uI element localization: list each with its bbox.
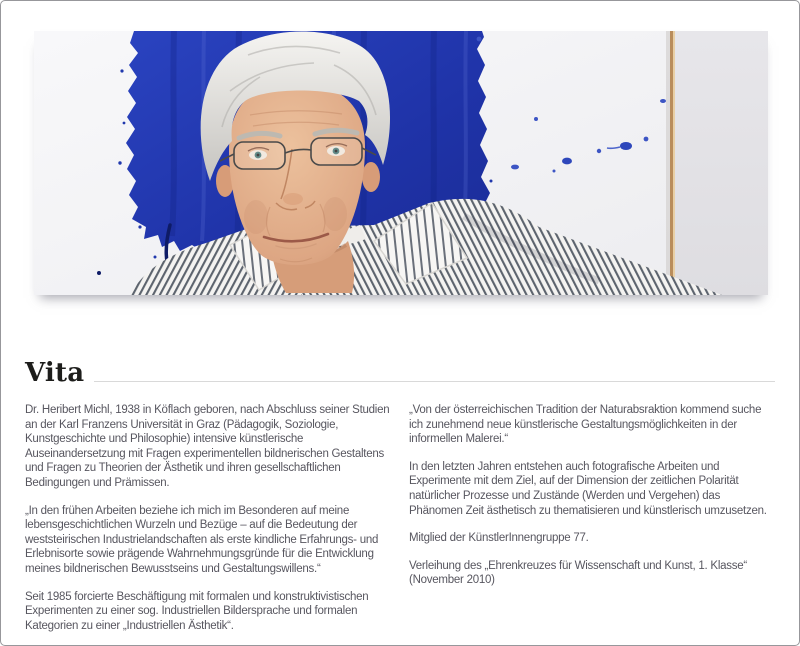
ear-right bbox=[362, 162, 380, 192]
vita-paragraph: Verleihung des „Ehrenkreuzes für Wissenschaft und Kunst, 1. Klasse“ (November 2010) bbox=[409, 559, 748, 587]
vita-right-column bbox=[409, 403, 775, 646]
vita-paragraph: Mitglied der KünstlerInnengruppe 77. bbox=[409, 532, 589, 545]
page-title: Vita bbox=[25, 358, 85, 388]
painting-frame bbox=[670, 31, 673, 295]
vita-paragraph: Dr. Heribert Michl, 1938 in Köflach geboren, nach Abschluss seiner Studien an der Karl Franzens Universität in Graz (Pädagogik, Soziologie, Kunstgeschichte und Philosophie) intensive künstlerische Auseinandersetzung mit Fragen experimentellen bildnerischen Gestaltens und Fragen zu Theorien der Ästhetik und ihren gesellschaftlichen Bedingungen und Prämissen. bbox=[25, 404, 390, 489]
vita-paragraph: „Von der österreichischen Tradition der Naturabsraktion kommend suche ich zunehmend neue künstlerische Gestaltungsmöglichkeiten in der informellen Malerei.“ bbox=[409, 404, 762, 446]
heading-rule bbox=[94, 381, 775, 382]
vita-paragraph: „In den frühen Arbeiten beziehe ich mich im Besonderen auf meine lebensgeschichtlichen Wurzeln und Bezüge – auf die Bedeutung der weststeirischen Industrielandschaften als erste kindliche Erfahrungs- und Erlebnisorte sowie prägende Wahrnehmungsgründe für die Entwicklung meines bildnerischen Bewusstseins und Gestaltungswillens.“ bbox=[25, 504, 379, 575]
hero-photo bbox=[34, 31, 768, 295]
vita-paragraph: In den letzten Jahren entstehen auch fotografische Arbeiten und Experimente mit dem Ziel, auf der Dimension der zeitlichen Polarität natürlicher Prozesse und Zustände (Werden und Vergehen) das Phänomen Zeit ästhetisch zu thematisieren und künstlerisch umzusetzen. bbox=[409, 460, 767, 517]
vita-heading-row bbox=[25, 359, 775, 387]
portrait-photo-svg bbox=[34, 31, 768, 295]
frame-shadow bbox=[666, 31, 670, 295]
wall bbox=[675, 31, 768, 295]
vita-paragraph: Seit 1985 forcierte Beschäftigung mit formalen und konstruktivistischen Experimenten zu einer sog. Industriellen Bildersprache und formalen Kategorien zu einer „Industriellen Ästhetik“. bbox=[25, 590, 369, 632]
frame-highlight bbox=[673, 31, 675, 295]
vita-columns bbox=[25, 403, 775, 646]
vita-section bbox=[1, 359, 799, 646]
vita-left-column bbox=[25, 403, 391, 646]
